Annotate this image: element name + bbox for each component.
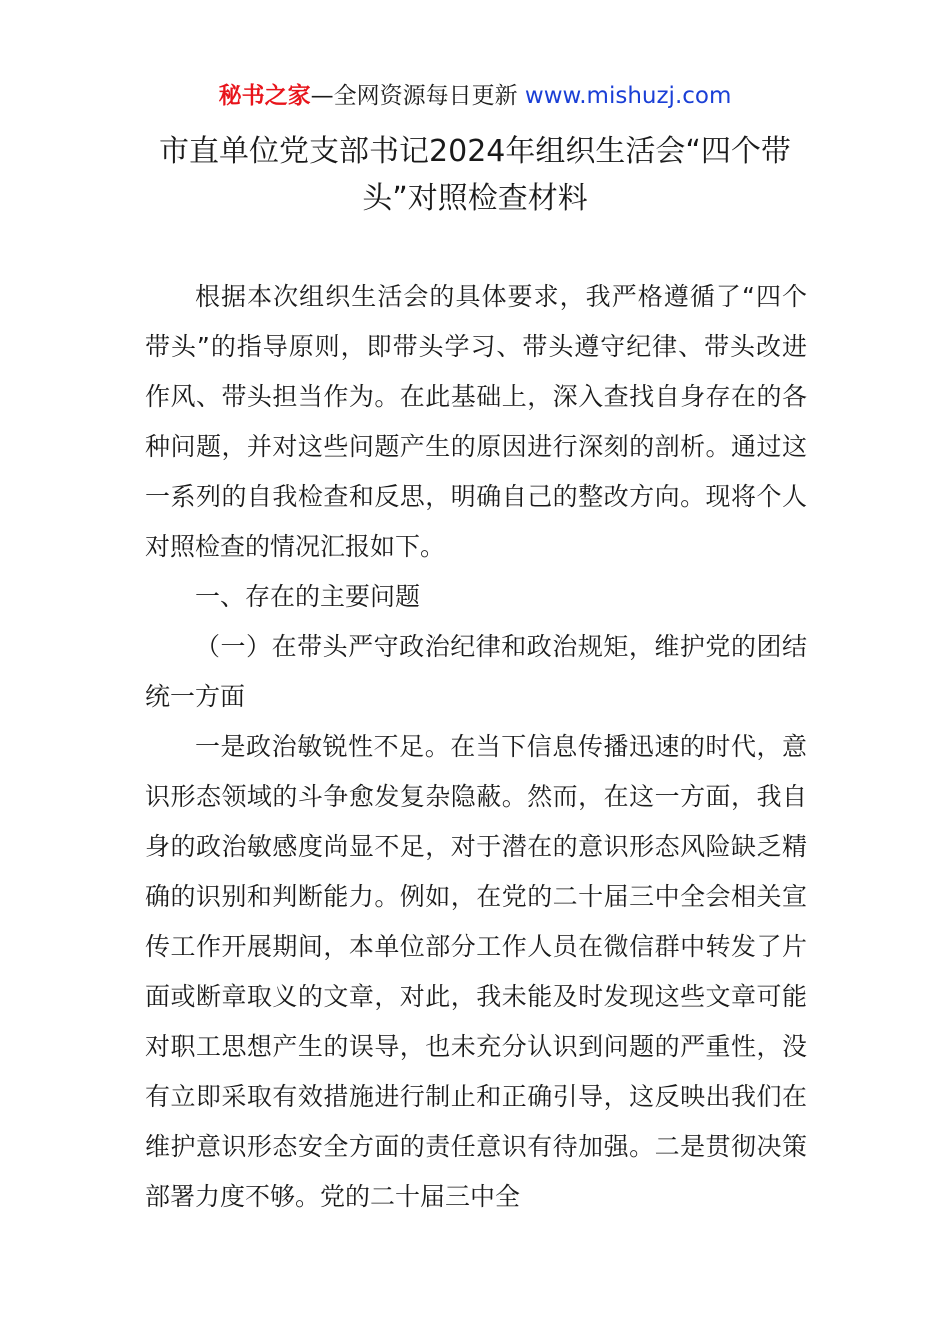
subsection-heading: （一）在带头严守政治纪律和政治规矩，维护党的团结统一方面 — [145, 632, 807, 711]
document-title: 市直单位党支部书记2024年组织生活会“四个带头”对照检查材料 — [159, 134, 791, 216]
site-header — [0, 80, 950, 112]
header-tagline: —全网资源每日更新 — [310, 83, 525, 109]
section-heading: 一、存在的主要问题 — [195, 582, 421, 611]
document-body — [145, 272, 807, 1222]
body-paragraph: 一是政治敏锐性不足。在当下信息传播迅速的时代，意识形态领域的斗争愈发复杂隐蔽。然而，在这一方面，我自身的政治敏感度尚显不足，对于潜在的意识形态风险缺乏精确的识别和判断能力。例如，在党的二十届三中全会相关宣传工作开展期间，本单位部分工作人员在微信群中转发了片面或断章取义的文章，对此，我未能及时发现这些文章可能对职工思想产生的误导，也未充分认识到问题的严重性，没有立即采取有效措施进行制止和正确引导，这反映出我们在维护意识形态安全方面的责任意识有待加强。二是贯彻决策部署力度不够。党的二十届三中全 — [145, 732, 807, 1211]
brand-name: 秘书之家 — [218, 83, 311, 109]
site-url-link[interactable]: www.mishuzj.com — [524, 83, 732, 109]
intro-paragraph: 根据本次组织生活会的具体要求，我严格遵循了“四个带头”的指导原则，即带头学习、带头遵守纪律、带头改进作风、带头担当作为。在此基础上，深入查找自身存在的各种问题，并对这些问题产生的原因进行深刻的剖析。通过这一系列的自我检查和反思，明确自己的整改方向。现将个人对照检查的情况汇报如下。 — [145, 282, 807, 561]
